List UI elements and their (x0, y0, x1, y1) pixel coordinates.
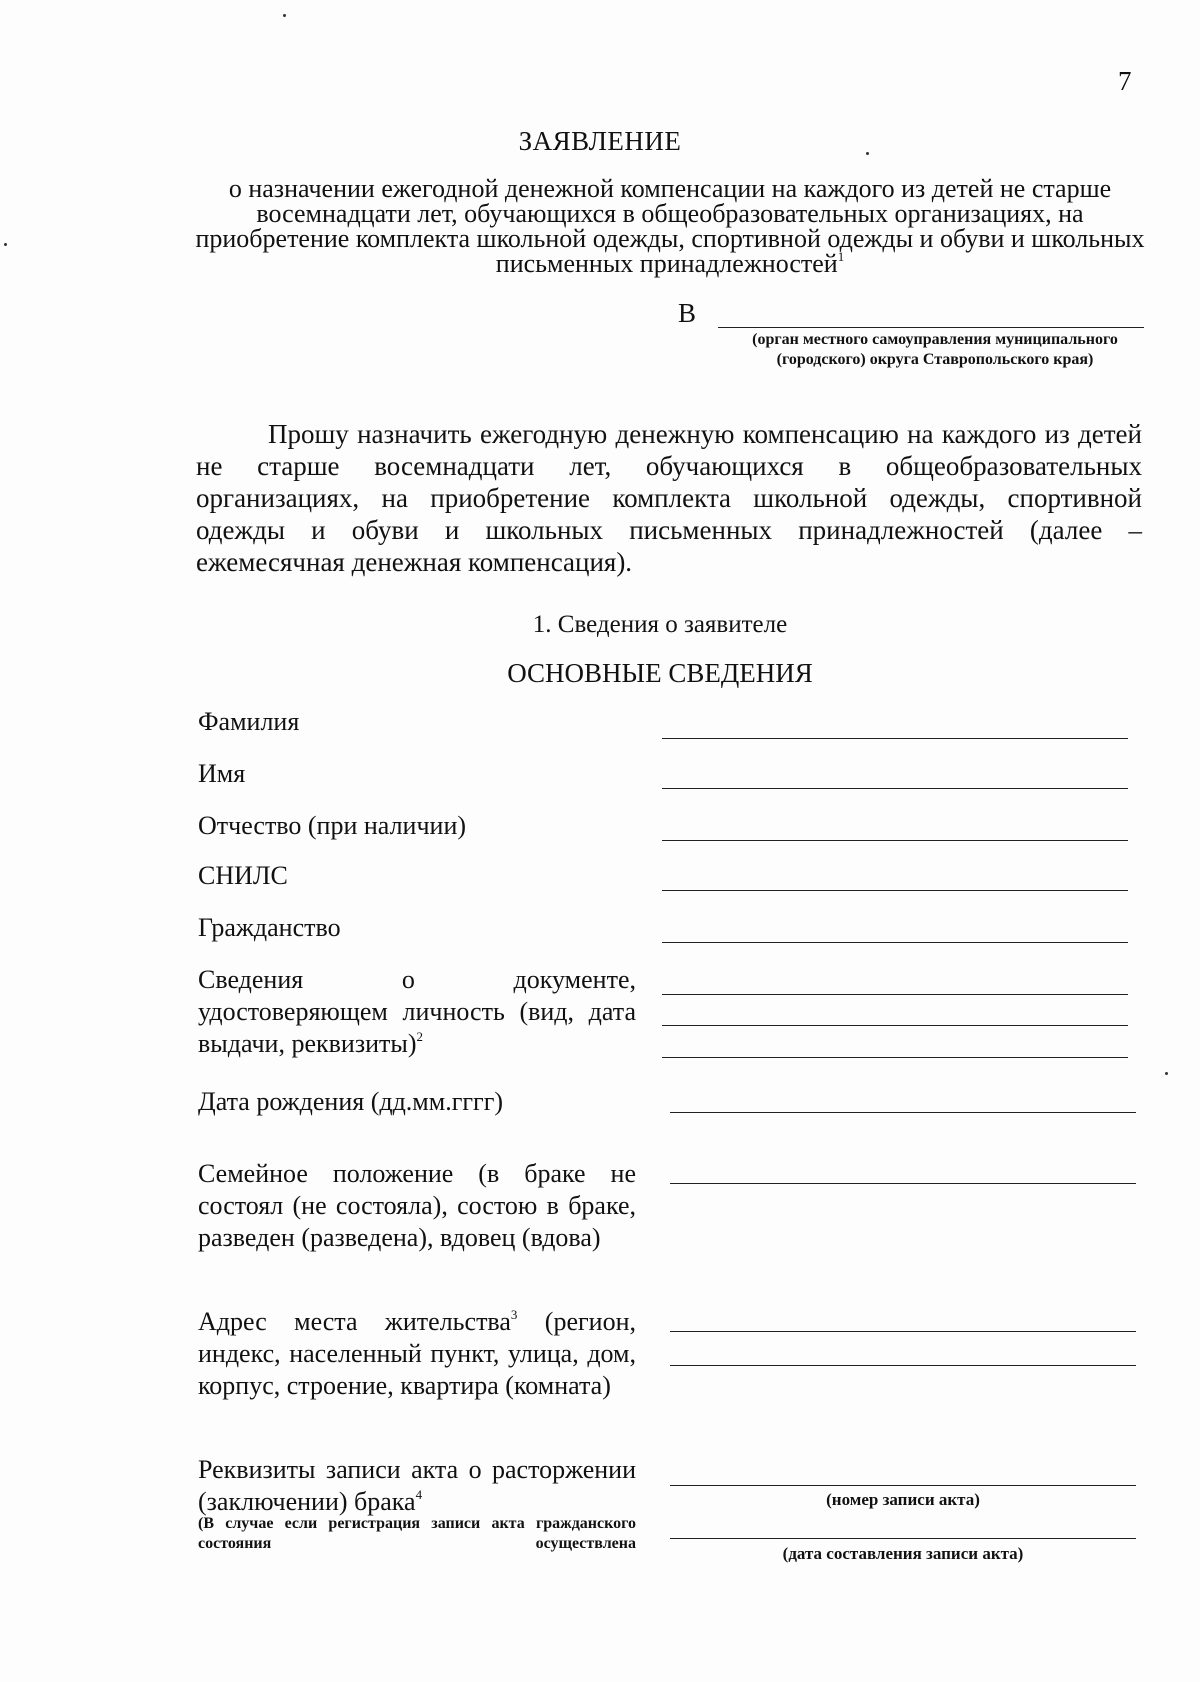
field-label-birth-date: Дата рождения (дд.мм.гггг) (198, 1087, 504, 1116)
request-paragraph: Прошу назначить ежегодную денежную компенсацию на каждого из детей не старше восемнадцати лет, обучающихся в общеобразовательных организациях, на приобретение комплекта школьной одежды, спортивной одежды и обуви и школьных письменных принадлежностей (далее – ежемесячная денежная компенсация). (196, 419, 1142, 577)
address-label-text: (регион, индекс, населенный пункт, улица, дом, корпус, строение, квартира (комната) (198, 1307, 636, 1400)
field-label-address (198, 1306, 636, 1402)
surname-field-line[interactable] (662, 738, 1128, 739)
field-label-marriage-record (198, 1454, 636, 1518)
block-heading: ОСНОВНЫЕ СВЕДЕНИЯ (507, 658, 813, 688)
field-label-name: Имя (198, 759, 246, 788)
page-number: 7 (1118, 66, 1132, 96)
identity-document-field-line[interactable] (662, 1057, 1128, 1058)
footnote-marker: 4 (415, 1487, 423, 1502)
snils-field-line[interactable] (662, 890, 1128, 891)
patronymic-field-line[interactable] (662, 840, 1128, 841)
marriage-record-label-text: Реквизиты записи акта о расторжении (заключении) брака (198, 1455, 636, 1516)
document-subtitle (190, 176, 1150, 276)
field-label-identity-document (198, 964, 636, 1060)
address-field-line[interactable] (670, 1365, 1136, 1366)
addressee-field-line[interactable] (718, 327, 1144, 328)
identity-document-label-text: Сведения о документе, удостоверяющем личность (вид, дата выдачи, реквизиты) (198, 965, 636, 1058)
marital-status-field-line[interactable] (670, 1183, 1136, 1184)
record-number-field-line[interactable] (670, 1485, 1136, 1486)
scan-speck (1165, 1072, 1168, 1075)
scan-speck (283, 14, 286, 17)
address-label-text: Адрес места жительства (198, 1307, 511, 1336)
addressee-prefix: В (678, 298, 697, 328)
identity-document-field-line[interactable] (662, 1025, 1128, 1026)
document-title: ЗАЯВЛЕНИЕ (518, 126, 682, 156)
record-date-caption: (дата составления записи акта) (782, 1544, 1024, 1563)
field-label-snils: СНИЛС (198, 861, 288, 890)
footnote-marker: 3 (510, 1307, 518, 1322)
addressee-hint: (орган местного самоуправления муниципального (городского) округа Ставропольского края) (752, 331, 1118, 368)
field-label-citizenship: Гражданство (198, 913, 341, 942)
record-number-caption: (номер записи акта) (826, 1490, 980, 1509)
citizenship-field-line[interactable] (662, 942, 1128, 943)
birth-date-field-line[interactable] (670, 1112, 1136, 1113)
address-field-line[interactable] (670, 1331, 1136, 1332)
identity-document-field-line[interactable] (662, 994, 1128, 995)
footnote-marker: 2 (416, 1029, 423, 1044)
section-heading: 1. Сведения о заявителе (532, 611, 788, 638)
subtitle-text: о назначении ежегодной денежной компенсации на каждого из детей не старше восемнадцати лет, обучающихся в общеобразовательных организациях, на приобретение комплекта школьной одежды, спортивной одежды и обуви и школьных письменных принадлежностей (195, 174, 1145, 278)
name-field-line[interactable] (662, 788, 1128, 789)
field-label-marital-status: Семейное положение (в браке не состоял (не состояла), состою в браке, разведен (разведена), вдовец (вдова) (198, 1159, 636, 1252)
field-label-patronymic: Отчество (при наличии) (198, 811, 467, 840)
marriage-record-note: (В случае если регистрация записи акта гражданского состояния осуществлена (198, 1515, 636, 1552)
record-date-field-line[interactable] (670, 1538, 1136, 1539)
field-label-surname: Фамилия (198, 707, 300, 736)
footnote-marker: 1 (837, 249, 845, 264)
scan-speck (4, 243, 7, 246)
